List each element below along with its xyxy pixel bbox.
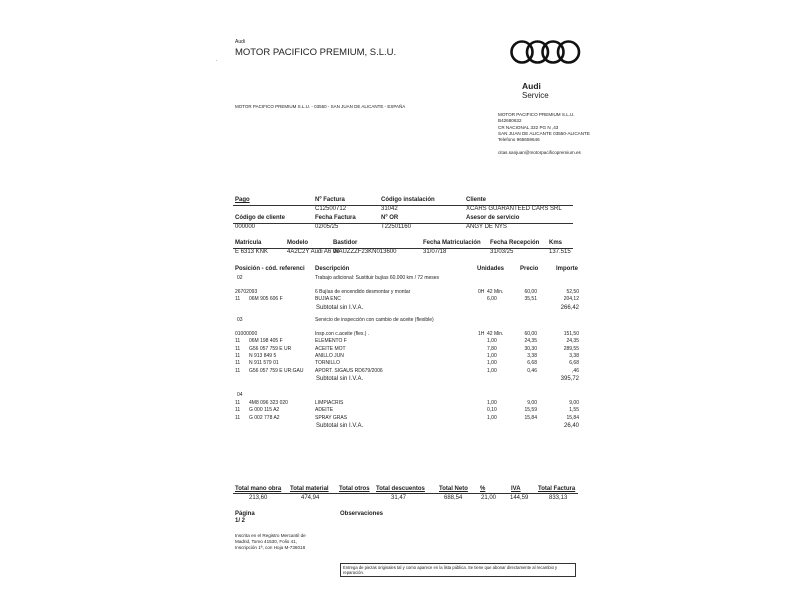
total-value-material: 474,94: [301, 495, 320, 501]
value-vin: WAUZZZF23KN013600: [333, 249, 397, 255]
row-amount: 289,55: [563, 345, 579, 352]
row-price: 3,38: [527, 352, 537, 359]
label-reception-date: Fecha Recepción: [490, 240, 540, 246]
row-amount: 3,38: [569, 352, 579, 359]
page-label: Página: [235, 511, 255, 517]
row-units: 1,00: [487, 352, 497, 359]
section-code: 02: [237, 275, 243, 281]
row-description: ANILLO JUN: [315, 352, 344, 359]
row-description: ADEITE: [315, 407, 334, 414]
row-description: 6 Bujías de encendido desmontar y montar: [315, 289, 411, 295]
total-value-percent: 21,00: [481, 495, 497, 501]
row-position: 11: [235, 338, 241, 345]
label-invoice-number: Nº Factura: [315, 197, 345, 203]
row-units: 7,80: [487, 345, 497, 352]
subtotal-label: Subtotal sin I.V.A.: [316, 375, 364, 382]
value-invoice-number: C12500712: [315, 206, 347, 212]
total-label-vat: IVA: [511, 486, 521, 492]
row-units: 1,00: [487, 400, 497, 406]
label-installation-code: Código instalación: [381, 197, 435, 203]
row-amount: 151,50: [563, 331, 579, 337]
value-registration-date: 31/07/18: [423, 249, 447, 255]
row-reference: 4M8 096 323 020: [249, 400, 288, 406]
value-service-advisor: ANGY DE NYS: [466, 224, 507, 230]
row-units: 1,00: [487, 360, 497, 367]
value-client-code: 000000: [235, 224, 256, 230]
label-registration-date: Fecha Matriculación: [423, 240, 481, 246]
row-description: BUJIA ENC: [315, 296, 341, 303]
label-plate: Matrícula: [235, 240, 262, 246]
col-price: Precio: [520, 266, 539, 272]
service-address-line: CR NACIONAL 332 PG N ,43: [498, 124, 559, 130]
subtotal-label: Subtotal sin I.V.A.: [316, 422, 364, 429]
label-client: Cliente: [466, 197, 487, 203]
row-description: Insp.con c.aceite (flex.) .: [315, 331, 370, 337]
value-kms: 137.515: [549, 249, 571, 255]
total-label-labour: Total mano obra: [235, 486, 282, 492]
row-description: SPRAY GRAS: [315, 414, 348, 421]
row-price: 15,59: [524, 407, 537, 414]
row-amount: 15,84: [566, 414, 579, 421]
row-unit-type: 1H: [478, 331, 485, 337]
total-value-labour: 213,60: [249, 495, 268, 501]
company-name: MOTOR PACIFICO PREMIUM, S.L.U.: [235, 47, 397, 58]
row-position: 11: [235, 352, 241, 359]
section-title: Servicio de inspección con cambio de aceite (flexible): [315, 317, 434, 323]
row-description: ELEMENTO F: [315, 338, 347, 345]
company-address-line: MOTOR PACIFICO PREMIUM S.L.U. - 03550 - SAN JUAN DE ALICANTE - ESPAÑA: [235, 104, 406, 109]
row-price: 60,00: [524, 289, 537, 295]
row-reference: G 002 778 A2: [249, 414, 280, 421]
label-vin: Bastidor: [333, 240, 358, 246]
row-amount: 6,68: [569, 360, 579, 367]
section-title: Trabajo adicional: Sustituir bujías 60.000 km / 72 meses: [315, 275, 440, 281]
subtotal-value: 395,72: [560, 375, 579, 382]
row-description: APORT. SIGAUS RD679/2006: [315, 367, 383, 374]
value-installation-code: 31042: [381, 206, 398, 212]
row-price: 0,46: [527, 367, 537, 374]
value-model: 4A2C2Y Audi A6 de: [287, 249, 340, 255]
scan-dot: ·: [216, 58, 218, 64]
row-amount: 24,35: [566, 338, 579, 345]
registry-line: Madrid, Tomo 41530, Folio 41,: [235, 539, 297, 544]
brand-small: Audi: [235, 39, 246, 45]
row-reference: G56 057 759 E UR: [249, 345, 292, 352]
row-units: 0,10: [487, 407, 497, 414]
row-position: 11: [235, 345, 241, 352]
row-position: 11: [235, 407, 241, 414]
label-kms: Kms: [549, 240, 563, 246]
service-address-block: [498, 112, 590, 143]
row-units: 1,00: [487, 414, 497, 421]
service-email: citas.sanjuan@motorpacificopremium.es: [498, 150, 581, 155]
row-reference: 06M 198 405 F: [249, 338, 283, 345]
total-value-invoice: 833,13: [549, 495, 568, 501]
row-position: 11: [235, 367, 241, 374]
row-price: 24,35: [524, 338, 537, 345]
row-units: 42 Min.: [487, 331, 504, 337]
label-or-number: Nº OR: [381, 215, 399, 221]
subtotal-value: 266,42: [560, 304, 579, 311]
row-reference: G56 057 759 E UR:GAU: [249, 367, 304, 374]
divider: [233, 493, 578, 494]
row-position: 26702093: [235, 289, 258, 295]
row-reference: N 913 849 5: [249, 352, 277, 359]
subtotal-label: Subtotal sin I.V.A.: [316, 304, 364, 311]
row-description: LIMPIACRIS: [315, 400, 344, 406]
row-amount: ,46: [572, 367, 579, 374]
registry-block: [235, 533, 306, 551]
observations-label: Observaciones: [340, 511, 384, 517]
value-or-number: T22501160: [381, 224, 411, 230]
total-value-net: 688,54: [444, 495, 463, 501]
row-price: 15,84: [524, 414, 537, 421]
registry-line: Inscripción 1ª, con Hoja M-736018: [235, 545, 306, 550]
service-label: Service: [522, 91, 549, 100]
section-code: 04: [237, 392, 243, 398]
total-value-vat: 144,59: [510, 495, 529, 501]
service-address-line: SAN JUAN DE ALICANTE 03550-ALICANTE: [498, 130, 590, 136]
audi-rings-logo: [509, 38, 581, 66]
value-client: XCARS GUARANTEED CARS SRL: [466, 206, 562, 212]
row-reference: 06M 905 606 F: [249, 296, 283, 303]
row-amount: 52,50: [566, 289, 579, 295]
col-description: Descripción: [315, 266, 350, 272]
row-price: 35,51: [524, 296, 537, 303]
total-label-discounts: Total descuentos: [376, 486, 425, 492]
notice-line: Entrega de piezas originales tal y como aparece en la lista pública. Se tiene que abonar directamente al recambio y: [343, 565, 558, 570]
total-value-discounts: 31,47: [391, 495, 407, 501]
row-amount: 1,55: [569, 407, 579, 414]
row-description: ACEITE MOT: [315, 345, 346, 352]
row-description: TORNILLO: [315, 360, 340, 367]
row-unit-type: 0H: [478, 289, 485, 295]
notice-box: [340, 563, 576, 577]
subtotal-value: 26,40: [563, 422, 579, 429]
row-position: 11: [235, 400, 241, 406]
divider: [233, 248, 573, 249]
row-price: 30,30: [524, 345, 537, 352]
label-model: Modelo: [287, 240, 308, 246]
total-label-net: Total Neto: [439, 486, 468, 492]
col-amount: Importe: [556, 266, 579, 272]
row-price: 60,00: [524, 331, 537, 337]
row-amount: 204,12: [563, 296, 579, 303]
page-number: 1/ 2: [235, 518, 246, 524]
label-service-advisor: Asesor de servicio: [466, 215, 520, 221]
row-units: 6,00: [487, 296, 497, 303]
row-price: 9,00: [527, 400, 537, 406]
label-invoice-date: Fecha Factura: [315, 215, 356, 221]
section-code: 03: [237, 317, 243, 323]
total-label-others: Total otros: [339, 486, 370, 492]
total-label-material: Total material: [290, 486, 329, 492]
label-client-code: Código de cliente: [235, 215, 286, 221]
row-reference: N 911 579 01: [249, 360, 279, 367]
registry-line: Inscrita en el Registro Mercantil de: [235, 533, 306, 538]
notice-line: reparación.: [343, 570, 364, 575]
col-position: Posición - cód. referenci: [235, 266, 305, 272]
value-reception-date: 31/03/25: [490, 249, 514, 255]
row-position: 11: [235, 414, 241, 421]
row-reference: G 000 115 A2: [249, 407, 280, 414]
label-pago: Pago: [235, 197, 250, 203]
service-address-line: Telefono 965659646: [498, 137, 540, 143]
row-amount: 9,00: [569, 400, 579, 406]
total-label-invoice: Total Factura: [538, 486, 576, 492]
row-price: 6,68: [527, 360, 537, 367]
value-invoice-date: 02/05/25: [315, 224, 339, 230]
service-address-line: MOTOR PACIFICO PREMIUM S.L.U.: [498, 112, 575, 117]
row-position: 11: [235, 296, 241, 303]
row-position: 01000000: [235, 331, 258, 337]
row-units: 1,00: [487, 367, 497, 374]
col-units: Unidades: [477, 266, 505, 272]
service-brand: Audi: [522, 81, 541, 91]
service-address-line: B42680632: [498, 118, 522, 124]
value-plate: E 6313 KNK: [235, 249, 269, 255]
total-label-percent: %: [480, 486, 486, 492]
row-position: 11: [235, 360, 241, 367]
row-units: 1,00: [487, 338, 497, 345]
row-units: 42 Min.: [487, 289, 504, 295]
